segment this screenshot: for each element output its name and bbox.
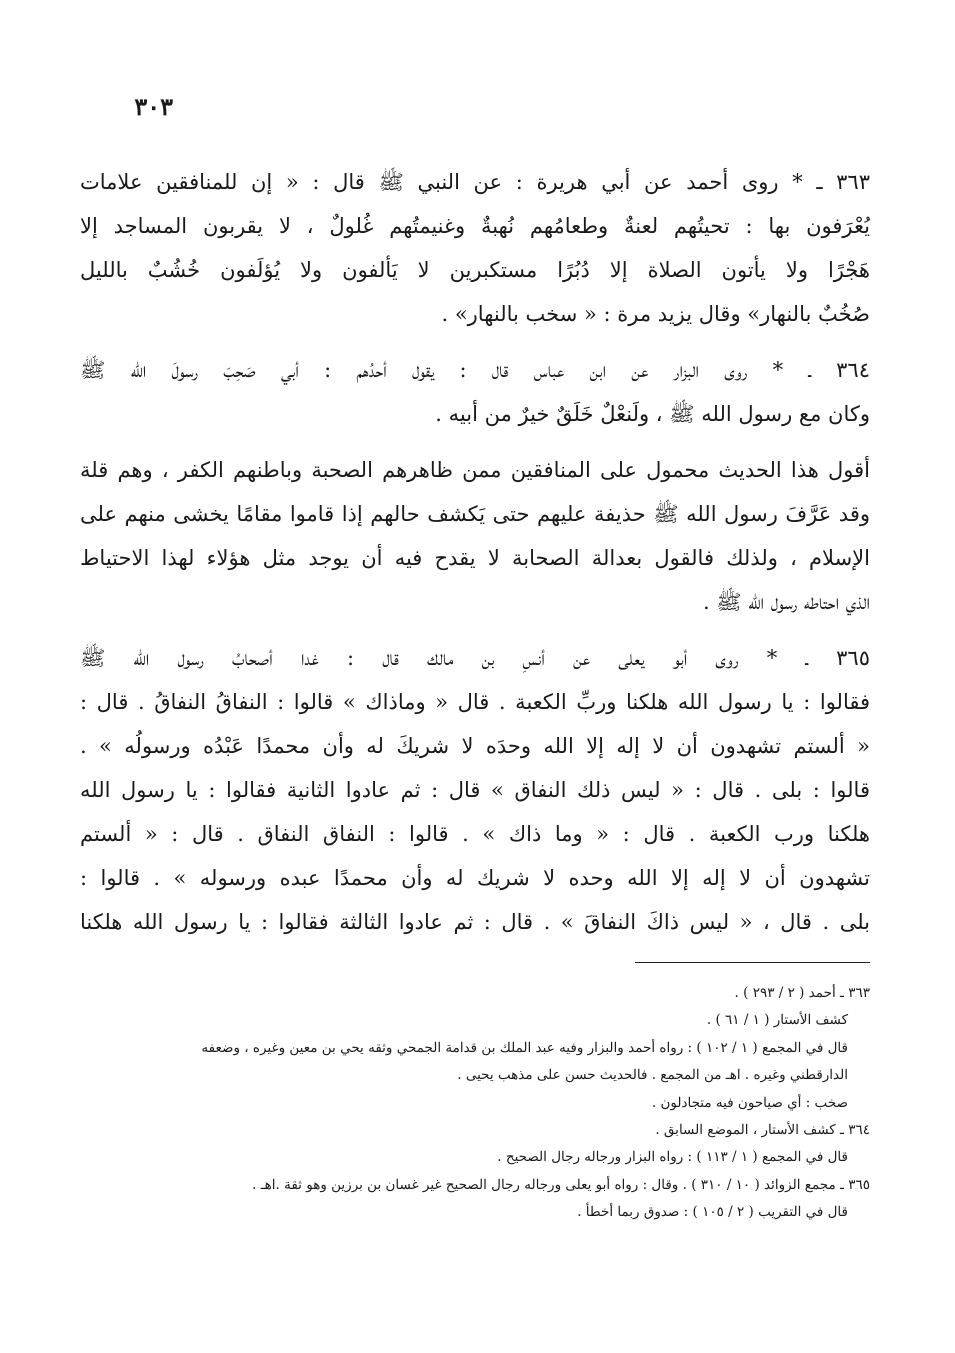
- text-line: تشهدون أن لا إله إلا الله وحده لا شريك له وأن محمدًا عبده ورسوله » . قالوا :: [80, 866, 870, 890]
- footnote-line: قال في التقريب ( ٢ / ١٠٥ ) : صدوق ربما أخطأ .: [577, 1204, 848, 1221]
- footnotes: [80, 980, 870, 1227]
- footnote-line: كشف الأستار ( ١ / ٦١ ) .: [706, 1012, 848, 1029]
- footnote-line: صخب : أي صياحون فيه متجادلون .: [651, 1094, 848, 1111]
- text-line: هَجْرًا ولا يأتون الصلاة إلا دُبُرًا مستكبرين لا يَألفون ولا يُؤلَفون خُشُبٌ بالليل: [80, 258, 870, 282]
- footnote-line: قال في المجمع ( ١ / ١٠٢ ) : رواه أحمد والبزار وفيه عبد الملك بن قدامة الجمحي وثقه يحي بن معين وغيره ، وضعفه: [201, 1039, 848, 1056]
- text-line: الذي احتاطه رسول الله ﷺ .: [702, 590, 870, 614]
- text-line: وقد عَرَّفَ رسول الله ﷺ حذيفة عليهم حتى يَكشف حالهم إذا قاموا مقامًا يخشى منهم على: [80, 502, 870, 526]
- text-line: الإسلام ، ولذلك فالقول بعدالة الصحابة لا يقدح فيه أن يوجد مثل هؤلاء لهذا الاحتياط: [80, 546, 870, 570]
- text-line: يُعْرَفون بها : تحيتُهم لعنةٌ وطعامُهم نُهبةٌ وغنيمتُهم غُلولٌ ، لا يقربون المساجد إلا: [80, 214, 870, 238]
- text-line: هلكنا ورب الكعبة . قال : « وما ذاك » . قالوا : النفاق النفاق . قال : « ألستم: [80, 822, 870, 846]
- text-line: ٣٦٣ ـ * روى أحمد عن أبي هريرة : عن النبي ﷺ قال : « إن للمنافقين علامات: [80, 170, 870, 194]
- text-line: « ألستم تشهدون أن لا إله إلا الله وحدَه لا شريكَ له وأن محمدًا عَبْدُه ورسولُه » .: [80, 734, 870, 758]
- text-line: فقالوا : يا رسول الله هلكنا وربِّ الكعبة . قال « وماذاك » قالوا : النفاقُ النفاقُ . قال :: [80, 690, 870, 714]
- text-line: ٣٦٥ ـ * روى أبو يعلى عن أنسِ بن مالك قال : غدا أصحابُ رسول الله ﷺ: [80, 646, 870, 670]
- hadith-363-paragraph: [80, 160, 870, 336]
- footnote-line: الدارقطني وغيره . اهـ من المجمع . فالحديث حسن على مذهب يحيى .: [457, 1067, 848, 1084]
- footnote-line: ٣٦٤ ـ كشف الأستار ، الموضع السابق .: [655, 1121, 870, 1138]
- text-line: ٣٦٤ ـ * روى البزار عن ابن عباس قال : يقول أحدُهم : أبي صَحِبَ رسولَ الله ﷺ: [80, 358, 870, 382]
- footnote-line: قال في المجمع ( ١ / ١١٣ ) : رواه البزار ورجاله رجال الصحيح .: [497, 1149, 848, 1166]
- footnote-divider: [635, 962, 870, 963]
- text-line: قالوا : بلى . قال : « ليس ذلك النفاق » قال : ثم عادوا الثانية فقالوا : يا رسول الله: [80, 778, 870, 802]
- hadith-365-paragraph: [80, 636, 870, 944]
- commentary-paragraph: [80, 448, 870, 624]
- text-line: صُخُبٌ بالنهار» وقال يزيد مرة : « سخب بالنهار» .: [441, 302, 870, 326]
- footnote-line: ٣٦٥ ـ مجمع الزوائد ( ١٠ / ٣١٠ ) . وقال : رواه أبو يعلى ورجاله رجال الصحيح غير غسان بن برزين وهو ثقة .اهـ .: [252, 1176, 870, 1193]
- text-line: وكان مع رسول الله ﷺ ، ولَنعْلٌ خَلَقٌ خيرٌ من أبيه .: [435, 402, 870, 426]
- text-line: بلى . قال ، « ليس ذاكَ النفاقَ » . قال : ثم عادوا الثالثة فقالوا : يا رسول الله هلكنا: [80, 910, 870, 934]
- text-line: أقول هذا الحديث محمول على المنافقين ممن ظاهرهم الصحبة وباطنهم الكفر ، وهم قلة: [80, 458, 870, 482]
- main-text: [80, 160, 870, 956]
- hadith-364-paragraph: [80, 348, 870, 436]
- page-number: ٣٠٣: [134, 92, 173, 121]
- footnote-line: ٣٦٣ ـ أحمد ( ٢ / ٢٩٣ ) .: [734, 985, 870, 1001]
